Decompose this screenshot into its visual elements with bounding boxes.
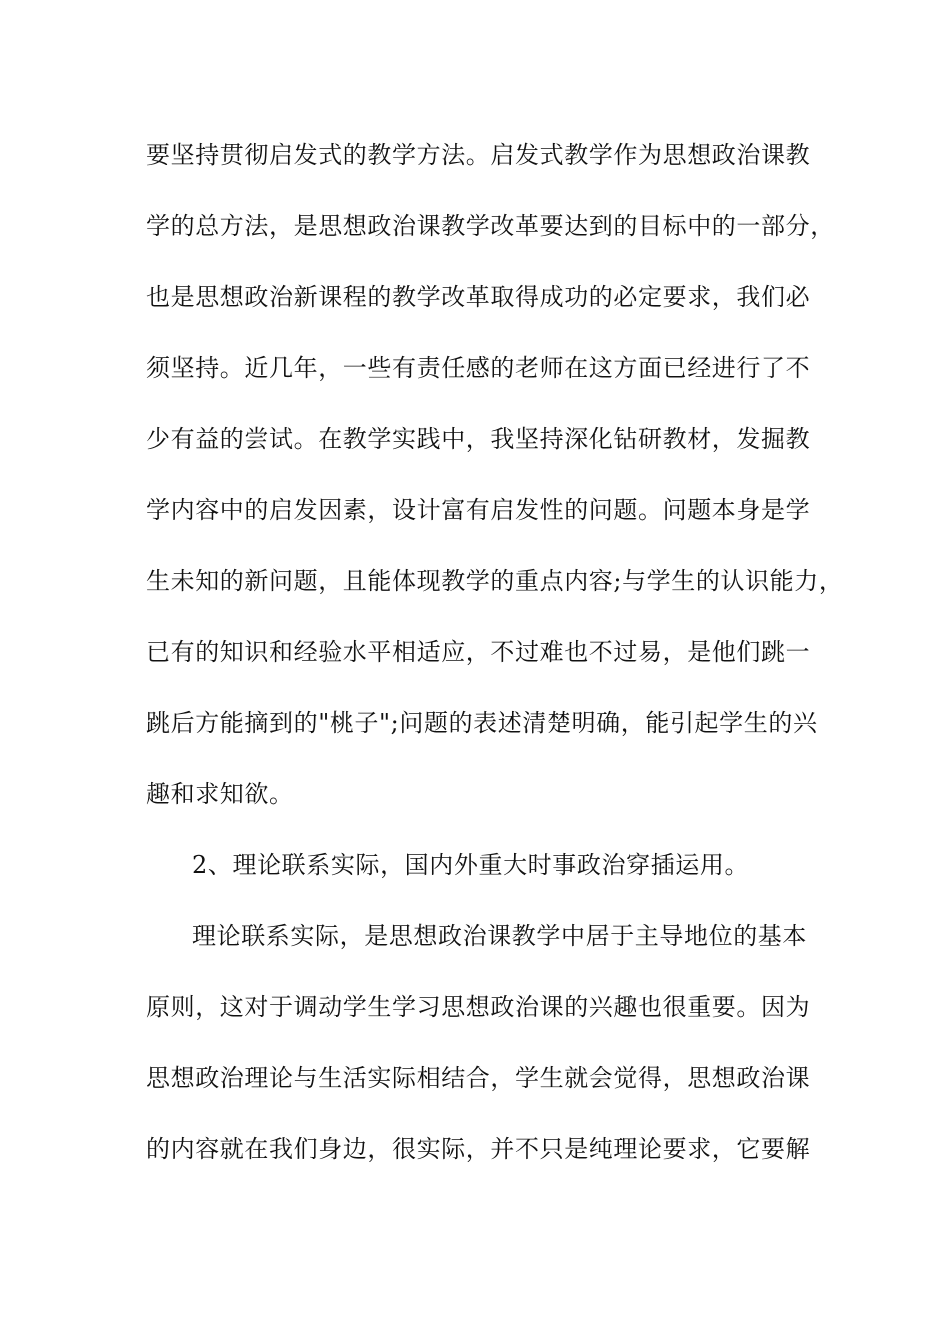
text-line: 趣和求知欲。 (146, 780, 294, 808)
text-line: 跳后方能摘到的"桃子";问题的表述清楚明确，能引起学生的兴 (146, 709, 818, 737)
text-line: 生未知的新问题，且能体现教学的重点内容;与学生的认识能力， (146, 567, 844, 595)
text-line: 理论联系实际，是思想政治课教学中居于主导地位的基本 (192, 922, 807, 950)
text-line: 学内容中的启发因素，设计富有启发性的问题。问题本身是学 (146, 496, 811, 524)
section-heading: 2、理论联系实际，国内外重大时事政治穿插运用。 (192, 851, 750, 879)
text-line: 少有益的尝试。在教学实践中，我坚持深化钻研教材，发掘教 (146, 425, 811, 453)
text-line: 要坚持贯彻启发式的教学方法。启发式教学作为思想政治课教 (146, 141, 811, 169)
text-line: 学的总方法，是思想政治课教学改革要达到的目标中的一部分， (146, 212, 835, 240)
text-line: 思想政治理论与生活实际相结合，学生就会觉得，思想政治课 (146, 1064, 811, 1092)
text-line: 已有的知识和经验水平相适应，不过难也不过易，是他们跳一 (146, 638, 811, 666)
text-line: 也是思想政治新课程的教学改革取得成功的必定要求，我们必 (146, 283, 811, 311)
text-line: 的内容就在我们身边，很实际，并不只是纯理论要求，它要解 (146, 1135, 811, 1163)
text-line: 原则，这对于调动学生学习思想政治课的兴趣也很重要。因为 (146, 993, 811, 1021)
text-line: 须坚持。近几年，一些有责任感的老师在这方面已经进行了不 (146, 354, 811, 382)
